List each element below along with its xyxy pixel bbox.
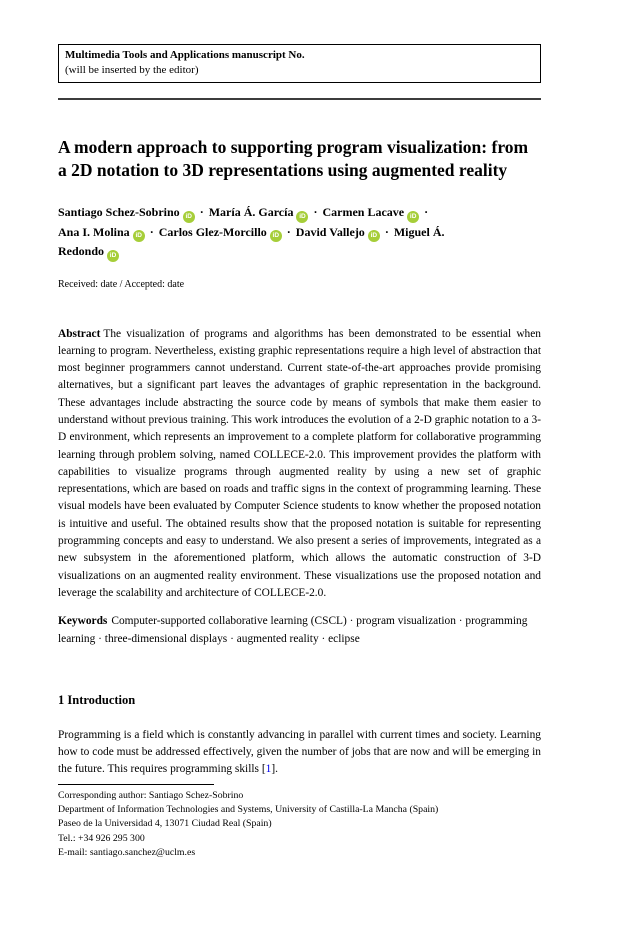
intro-text-before-citation: Programming is a field which is constantly advancing in parallel with current times and society. Learning how to code must be addressed effectively, given the number of jobs that are now and will be emerging in the future. This requires programming skills [ (58, 728, 541, 776)
orcid-icon[interactable]: iD (368, 230, 380, 242)
intro-paragraph (58, 727, 541, 779)
author-name: Miguel Á. Redondo (58, 224, 445, 258)
author-separator: · (283, 224, 294, 239)
orcid-icon[interactable]: iD (296, 211, 308, 223)
orcid-icon[interactable]: iD (183, 211, 195, 223)
author-separator: · (146, 224, 157, 239)
abstract-label: Abstract (58, 327, 101, 340)
paper-title: A modern approach to supporting program visualization: from a 2D notation to 3D representations using augmented reality (58, 137, 529, 180)
abstract-paragraph (58, 326, 541, 603)
keywords-label: Keywords (58, 615, 108, 628)
author-separator: · (421, 205, 429, 219)
author-name: María Á. García (208, 205, 294, 219)
author-name: David Vallejo (295, 224, 365, 239)
orcid-icon[interactable]: iD (107, 250, 119, 262)
author-name: Carmen Lacave (322, 205, 405, 219)
author-name: Ana I. Molina (58, 224, 130, 239)
journal-name: Multimedia Tools and Applications manuscript No. (65, 49, 305, 61)
keywords-text: Computer-supported collaborative learning (CSCL) · program visualization · programming learning · three-dimensional displays · augmented reality · eclipse (58, 615, 528, 645)
journal-masthead (58, 44, 541, 83)
header-rule (58, 98, 541, 100)
author-separator: · (196, 205, 207, 219)
author-name: Carlos Glez-Morcillo (158, 224, 267, 239)
abstract-text: The visualization of programs and algorithms has been demonstrated to be essential when learning to program. Nevertheless, existing graphic representations require a high level of abstraction that most beginner programmers cannot understand. Current state-of-the-art approaches provide promising alternatives, but a significant part leaves the advantages of graphic representation in the background. These advantages include abstracting the source code by means of symbols that make them easier to understand without previous training. This work introduces the evolution of a 2-D graphic notation to a 3-D environment, which represents an improvement to a complete platform for collaborative programming learning through problem solving, named COLLECE-2.0. This improvement provides the platform with capabilities to visualize programs through augmented reality by using a new set of graphic representations, which are based on roads and traffic signs in the context of programming learning. These visual models have been evaluated by Computer Science students to know whether the proposed notation is intuitive and useful. The obtained results show that the proposed notation is suitable for representing programming concepts and easy to understand. We also present a series of improvements, integrated as a new subsystem in the aforementioned platform, which allows the automatic construction of 3-D visualizations on an augmented reality environment. These visualizations use the proposed notation and leverage the scalability and architecture of COLLECE-2.0. (58, 327, 541, 599)
author-separator: · (310, 205, 321, 219)
keywords-paragraph (58, 613, 541, 648)
footnote-rule (58, 784, 214, 785)
intro-text-after-citation: ]. (271, 763, 278, 776)
footnote-line: Corresponding author: Santiago Schez-Sobrino (58, 789, 244, 801)
footnote-line: Department of Information Technologies and Systems, University of Castilla-La Mancha (Spain) (58, 804, 439, 816)
author-name: Santiago Schez-Sobrino (58, 205, 180, 219)
footnote-line: E-mail: santiago.sanchez@uclm.es (58, 846, 196, 858)
section-heading-introduction: 1 Introduction (58, 692, 136, 707)
received-accepted-line: Received: date / Accepted: date (58, 278, 185, 290)
author-list (58, 203, 450, 262)
orcid-icon[interactable]: iD (407, 211, 419, 223)
orcid-icon[interactable]: iD (133, 230, 145, 242)
footnote-lines (58, 789, 541, 860)
author-separator: · (381, 224, 392, 239)
masthead-note: (will be inserted by the editor) (65, 63, 199, 76)
footnote-line: Tel.: +34 926 295 300 (58, 832, 145, 844)
citation-link-1[interactable]: 1 (265, 763, 272, 776)
footnote-line: Paseo de la Universidad 4, 13071 Ciudad Real (Spain) (58, 818, 272, 830)
orcid-icon[interactable]: iD (270, 230, 282, 242)
footnote-block (58, 784, 541, 860)
